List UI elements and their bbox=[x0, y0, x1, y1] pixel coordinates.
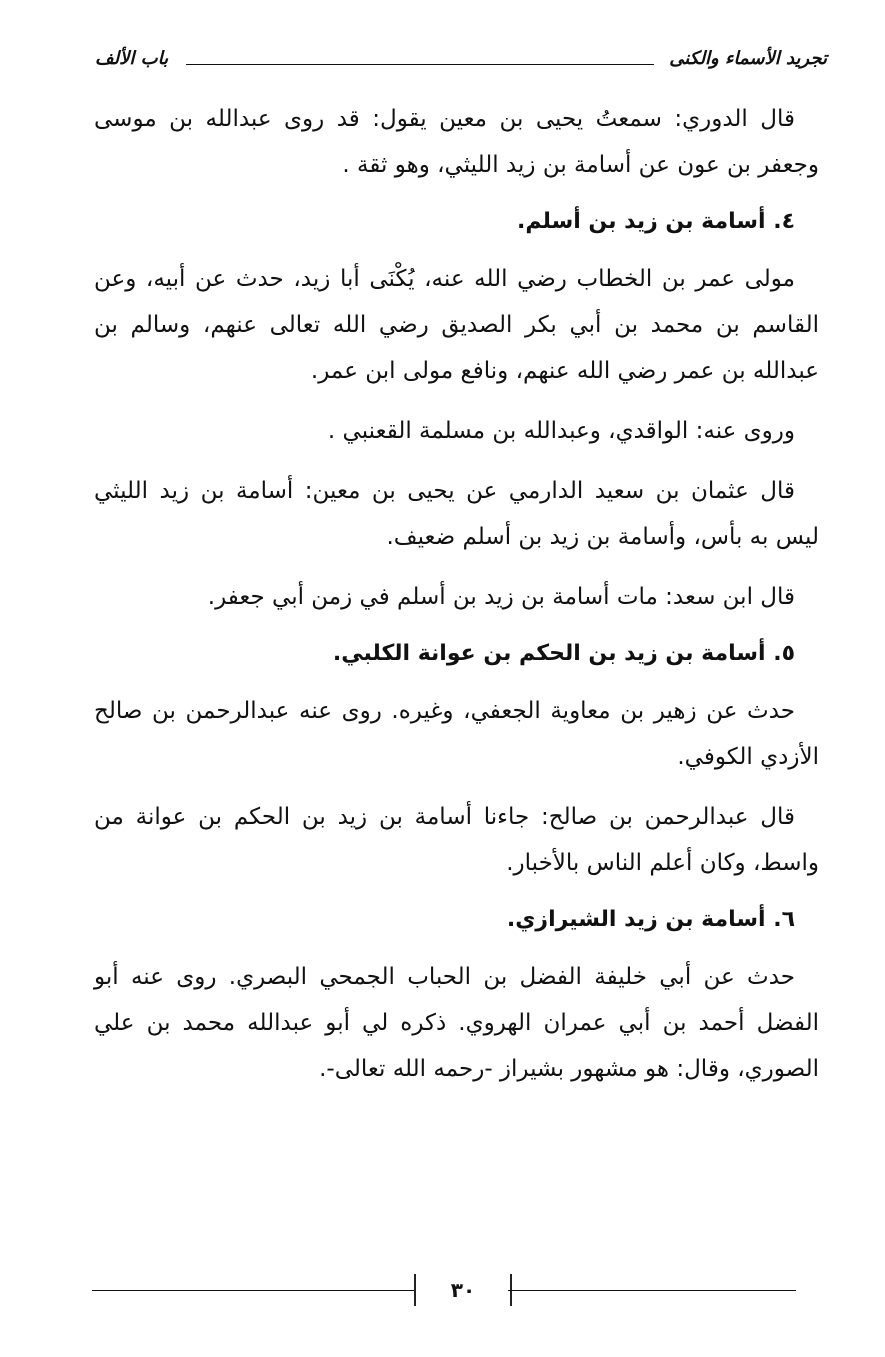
footer-rule bbox=[92, 1290, 414, 1291]
paragraph: مولى عمر بن الخطاب رضي الله عنه، يُكْنَى أبا زيد، حدث عن أبيه، وعن القاسم بن محمد بن أبي بكر الصديق رضي الله تعالى عنهم، وسالم بن عبدالله بن عمر رضي الله عنهم، ونافع مولى ابن عمر. bbox=[94, 266, 819, 384]
footer-rule bbox=[508, 1290, 796, 1291]
running-header-title: تجريد الأسماء والكنى bbox=[669, 48, 827, 69]
paragraph: قال عبدالرحمن بن صالح: جاءنا أسامة بن زيد بن الحكم بن عوانة من واسط، وكان أعلم الناس بالأخبار. bbox=[94, 804, 819, 876]
paragraph: حدث عن أبي خليفة الفضل بن الحباب الجمحي البصري. روى عنه أبو الفضل أحمد بن أبي عمران الهروي. ذكره لي أبو عبدالله محمد بن علي الصوري، وقال: هو مشهور بشيراز -رحمه الله تعالى-. bbox=[94, 964, 819, 1082]
page-number: ٣٠ bbox=[414, 1274, 512, 1306]
entry-heading: ٦. أسامة بن زيد الشيرازي. bbox=[506, 907, 795, 932]
header-rule bbox=[186, 64, 654, 65]
running-header-section: باب الألف bbox=[95, 48, 169, 69]
paragraph: قال عثمان بن سعيد الدارمي عن يحيى بن معين: أسامة بن زيد الليثي ليس به بأس، وأسامة بن زيد بن أسلم ضعيف. bbox=[94, 478, 819, 550]
entry-heading: ٥. أسامة بن زيد بن الحكم بن عوانة الكلبي. bbox=[332, 641, 795, 666]
paragraph: حدث عن زهير بن معاوية الجعفي، وغيره. روى عنه عبدالرحمن بن صالح الأزدي الكوفي. bbox=[94, 698, 819, 770]
entry-heading: ٤. أسامة بن زيد بن أسلم. bbox=[516, 209, 795, 234]
paragraph: قال الدوري: سمعتُ يحيى بن معين يقول: قد روى عبدالله بن موسى وجعفر بن عون عن أسامة بن زيد الليثي، وهو ثقة . bbox=[94, 106, 819, 178]
paragraph: قال ابن سعد: مات أسامة بن زيد بن أسلم في زمن أبي جعفر. bbox=[207, 584, 795, 610]
paragraph: وروى عنه: الواقدي، وعبدالله بن مسلمة القعنبي . bbox=[327, 418, 795, 444]
page-body bbox=[94, 96, 819, 1092]
